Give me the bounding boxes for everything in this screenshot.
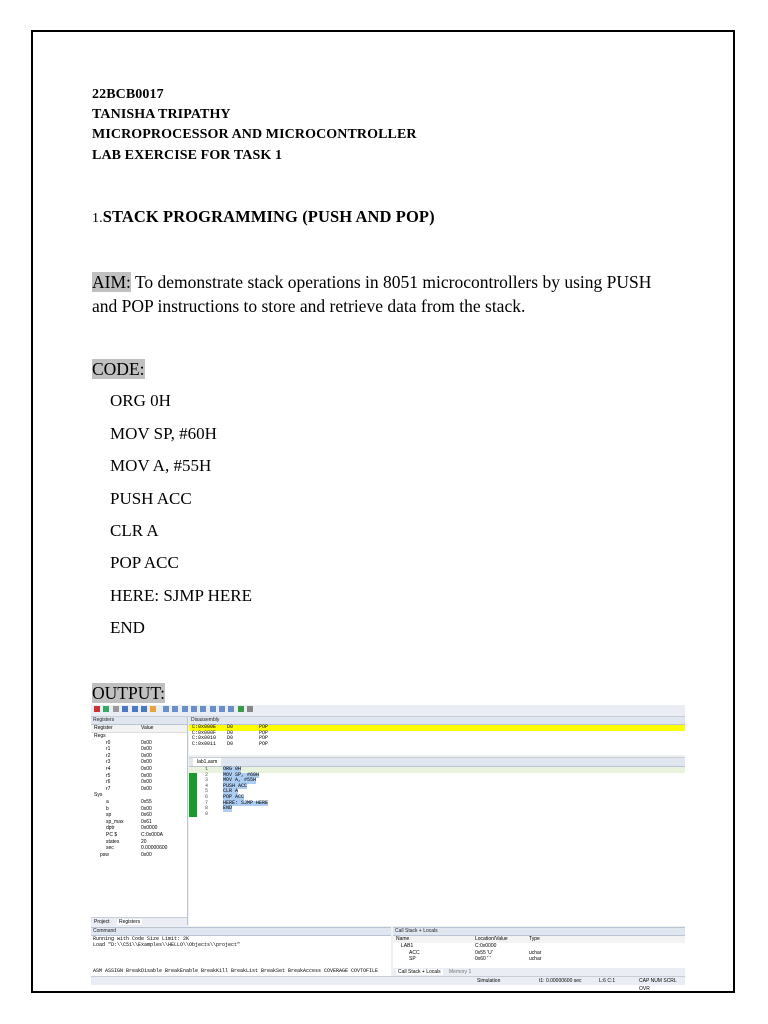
disassembly-ins: POP (259, 724, 269, 730)
status-caps: CAP NUM SCRL OVR (639, 978, 677, 992)
status-time: t1: 0.00000600 sec (539, 978, 582, 984)
source-code (189, 767, 685, 817)
window-icon[interactable] (219, 706, 225, 712)
register-value: 0x00 (141, 851, 152, 858)
section-heading (92, 207, 435, 227)
run-icon[interactable] (103, 706, 109, 712)
output-label: OUTPUT: (92, 683, 166, 703)
student-name: TANISHA TRIPATHY (92, 107, 231, 122)
line-number: 7 (205, 799, 209, 806)
register-name: a (106, 798, 109, 805)
register-row[interactable] (91, 845, 187, 852)
tab-project[interactable]: Project (94, 919, 110, 925)
line-text: POP ACC (223, 793, 245, 800)
callstack-row[interactable] (393, 956, 685, 963)
code-line: MOV SP, #60H (110, 424, 217, 443)
disassembly-op: D0 (227, 724, 234, 730)
register-value: 0x00 (141, 805, 152, 812)
callstack-pane (393, 927, 685, 976)
line-text: MOV A, #55H (223, 777, 257, 784)
window-icon[interactable] (210, 706, 216, 712)
disassembly-addr: C:0x000F (192, 729, 217, 736)
command-output-1: Running with Code Size Limit: 2K (93, 936, 190, 942)
register-value: 0x00 (141, 765, 152, 772)
callstack-name: SP (409, 956, 416, 962)
register-name: r2 (106, 752, 111, 759)
register-row[interactable] (91, 799, 187, 806)
register-name: states (106, 838, 120, 845)
cs-col-name: Name (396, 936, 410, 942)
ide-toolbar (91, 705, 685, 717)
callstack-value: 0x60 '`' (475, 956, 491, 962)
ide-screenshot (91, 705, 685, 992)
window-icon[interactable] (191, 706, 197, 712)
line-number: 6 (205, 793, 209, 800)
disassembly-pane (189, 717, 685, 755)
line-text: PUSH ACC (223, 782, 248, 789)
line-text: END (223, 805, 233, 812)
line-text: ORG 0H (223, 766, 242, 772)
step-out-icon[interactable] (141, 706, 147, 712)
editor-pane (189, 757, 685, 926)
code-label: CODE: (92, 359, 145, 379)
callstack-list (393, 943, 685, 963)
register-value: 0x60 (141, 812, 152, 819)
register-name: Sys (94, 792, 103, 799)
tab-registers[interactable]: Registers (119, 919, 141, 925)
tab-callstack[interactable]: Call Stack + Locals (398, 969, 441, 975)
step-into-icon[interactable] (122, 706, 128, 712)
register-name: Regs (94, 733, 106, 739)
window-icon[interactable] (200, 706, 206, 712)
section-number: 1. (92, 211, 103, 226)
cs-col-location: Location/Value (475, 936, 508, 942)
register-row[interactable] (91, 759, 187, 766)
register-value: 20 (141, 838, 147, 845)
register-name: r0 (106, 739, 111, 746)
register-value: 0x00 (141, 785, 152, 792)
line-number: 3 (205, 777, 209, 784)
code-line: POP ACC (110, 553, 179, 572)
course-name: MICROPROCESSOR AND MICROCONTROLLER (92, 127, 417, 142)
command-output-2: Load "D:\\C51\\Examples\\HELLO\\Objects\\project" (93, 942, 241, 948)
register-row[interactable] (91, 753, 187, 760)
registers-header (91, 725, 187, 733)
register-row[interactable] (91, 852, 187, 859)
callstack-title: Call Stack + Locals (393, 928, 685, 936)
disassembly-title: Disassembly (189, 717, 685, 725)
register-name: sp_max (106, 818, 124, 825)
command-keywords: ASM ASSIGN BreakDisable BreakEnable BreakKill BreakList BreakSet BreakAccess COVERAGE COVTOFILE (93, 968, 379, 974)
aim-text-1: To demonstrate stack operations in 8051 microcontrollers by using PUSH (130, 272, 652, 292)
register-name: PC $ (106, 831, 118, 838)
register-name: b (106, 805, 109, 812)
callstack-type: uchar (529, 949, 542, 956)
registers-pane (91, 717, 188, 925)
code-line: ORG 0H (110, 391, 171, 410)
col-value: Value (141, 725, 154, 731)
disassembly-ins: POP (259, 740, 269, 747)
callstack-header (393, 936, 685, 943)
register-name: r4 (106, 765, 111, 772)
window-icon[interactable] (163, 706, 169, 712)
register-name: r1 (106, 746, 111, 753)
registers-tabs (91, 917, 187, 926)
register-name: psw (100, 851, 109, 858)
register-value: 0x00 (141, 746, 152, 753)
disassembly-row[interactable] (189, 742, 685, 748)
register-row[interactable] (91, 792, 187, 799)
disassembly-list (189, 725, 685, 747)
line-number: 2 (205, 771, 209, 778)
callstack-value: 0x55 'U' (475, 949, 493, 956)
register-row[interactable] (91, 825, 187, 832)
disassembly-addr: C:0x0010 (192, 735, 217, 741)
disassembly-ins: POP (259, 735, 269, 741)
callstack-name: LAB1 (401, 943, 414, 949)
register-row[interactable] (91, 773, 187, 780)
line-number: 8 (205, 805, 209, 812)
line-number: 9 (205, 810, 209, 817)
register-name: dptr (106, 825, 115, 832)
settings-icon[interactable] (247, 706, 253, 712)
register-row[interactable] (91, 733, 187, 740)
code-line: PUSH ACC (110, 489, 192, 508)
callstack-type: uchar (529, 956, 542, 962)
step-over-icon[interactable] (132, 706, 138, 712)
exercise-title: LAB EXERCISE FOR TASK 1 (92, 148, 283, 163)
status-position: L:6 C:1 (599, 978, 616, 984)
register-name: r5 (106, 772, 111, 779)
roll-number: 22BCB0017 (92, 87, 164, 102)
editor-tabbar (189, 758, 685, 767)
tab-lab1-asm[interactable]: lab1.asm (193, 758, 221, 766)
window-icon[interactable] (238, 706, 244, 712)
register-value: 0x00 (141, 772, 152, 779)
register-row[interactable] (91, 812, 187, 819)
register-value: 0x00 (141, 759, 152, 766)
callstack-tabs (393, 968, 685, 976)
disassembly-addr: C:0x000E (192, 724, 217, 730)
section-title: STACK PROGRAMMING (PUSH AND POP) (102, 207, 435, 226)
code-line: HERE: SJMP HERE (110, 586, 253, 605)
col-register: Register (94, 725, 113, 731)
line-number: 4 (205, 782, 209, 789)
stop-icon[interactable] (113, 706, 119, 712)
aim-line-2: and POP instructions to store and retrieve data from the stack. (92, 296, 526, 316)
register-name: sec (106, 845, 114, 852)
registers-title: Registers (91, 717, 187, 725)
line-number: 5 (205, 788, 209, 795)
register-value: 0x61 (141, 818, 152, 825)
register-value: 0x0000 (141, 825, 158, 832)
status-bar (91, 976, 685, 992)
register-value: 0x55 (141, 798, 152, 805)
line-text: HERE: SJMP HERE (223, 799, 269, 806)
reset-icon[interactable] (94, 706, 100, 712)
callstack-value: C:0x0000 (475, 943, 497, 949)
tab-memory[interactable]: Memory 1 (449, 969, 472, 975)
command-title: Command (91, 928, 391, 936)
register-row[interactable] (91, 786, 187, 793)
aim-label: AIM: (92, 272, 131, 292)
status-simulation: Simulation (477, 978, 501, 984)
register-name: r6 (106, 779, 111, 786)
register-row[interactable] (91, 779, 187, 786)
code-line: MOV A, #55H (110, 456, 212, 475)
aim-line-1 (92, 272, 651, 293)
cs-col-type: Type (529, 936, 540, 942)
disassembly-addr: C:0x0011 (192, 740, 217, 747)
line-number: 1 (205, 766, 209, 772)
code-line: END (110, 618, 145, 637)
window-icon[interactable] (228, 706, 234, 712)
code-line: CLR A (110, 521, 159, 540)
command-pane (91, 927, 391, 976)
disassembly-op: D0 (227, 740, 234, 747)
register-row[interactable] (91, 746, 187, 753)
register-row[interactable] (91, 839, 187, 846)
disassembly-op: D0 (227, 735, 234, 741)
register-name: r3 (106, 759, 111, 766)
register-row[interactable] (91, 806, 187, 813)
source-line[interactable] (189, 812, 685, 818)
window-icon[interactable] (182, 706, 188, 712)
register-name: r7 (106, 785, 111, 792)
register-list (91, 733, 187, 858)
disassembly-op: D0 (227, 729, 234, 736)
register-value: 0x00 (141, 752, 152, 759)
register-row[interactable] (91, 740, 187, 747)
register-value: 0.00000600 (141, 845, 168, 852)
register-row[interactable] (91, 832, 187, 839)
register-row[interactable] (91, 819, 187, 826)
register-name: sp (106, 812, 112, 819)
line-text: CLR A (223, 788, 239, 795)
window-icon[interactable] (172, 706, 178, 712)
run-to-cursor-icon[interactable] (150, 706, 156, 712)
line-text: MOV SP, #60H (223, 771, 260, 778)
register-value: 0x00 (141, 779, 152, 786)
disassembly-ins: POP (259, 729, 269, 736)
register-value: 0x00 (141, 739, 152, 746)
callstack-name: ACC (409, 949, 420, 956)
register-value: C:0x000A (141, 831, 163, 838)
register-row[interactable] (91, 766, 187, 773)
